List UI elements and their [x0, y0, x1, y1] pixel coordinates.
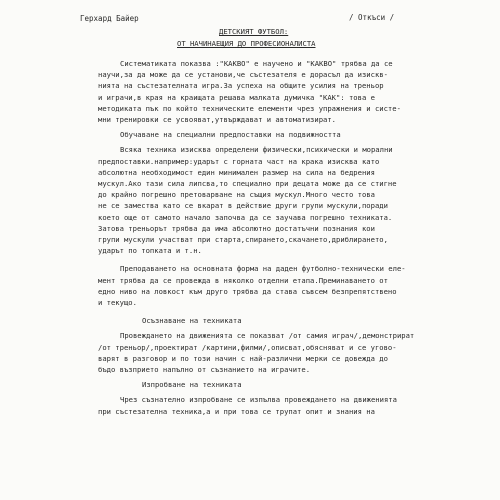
section-heading: Осъзнаване на техниката — [142, 316, 242, 326]
section-heading-2 — [98, 315, 470, 326]
document-title: ДЕТСКИЯТ ФУТБОЛ: — [219, 27, 289, 36]
text-line: едно ниво на ловкост към друго трябва да става съвсем безпрепятствено — [98, 286, 397, 296]
text-line: Систематиката показва :"КАКВО" е научено и "КАКВО" трябва да се — [120, 59, 393, 68]
text-line: нията на състезателната игра.За успеха на общите усилия на треньор — [98, 81, 384, 91]
text-line: /от треньор/,проектират /картини,филми/,описват,обясняват и се угово- — [98, 342, 397, 352]
text-line: до крайно погрешно претоварване на същия мускул.Много често това — [98, 190, 375, 200]
text-line: и играчи,в края на краищата решава малката думичка "КАК": това е — [98, 92, 375, 102]
text-line: групи мускули участват при старта,спирането,скачането,дриблирането, — [98, 235, 388, 245]
text-line: научи,за да може да се установи,че състезателя е дорасъл да изискв- — [98, 70, 388, 80]
paragraph-3 — [98, 263, 470, 308]
excerpt-label: / Откъси / — [349, 13, 395, 22]
text-line: абсолютна необходимост един минимален размер на сила на бедрения — [98, 167, 375, 177]
text-line: Затова треньорът трябва да има абсолютно достатъчни познания кои — [98, 223, 375, 233]
text-line: Преподаването на основната форма на даден футболно-технически еле- — [120, 264, 406, 274]
section-heading-3 — [98, 379, 470, 390]
author-name: Герхард Байер — [80, 14, 139, 23]
text-line: мни тренировки се усвояват,утвърждават и автоматизират. — [98, 115, 336, 125]
section-heading: Изпробване на техниката — [142, 380, 242, 390]
text-line: бъдо възприето напълно от съзнанието на играчите. — [98, 365, 311, 375]
text-line: Провеждането на движенията се показват /от самия играч/,демонстрират — [120, 331, 415, 341]
paragraph-2 — [98, 144, 470, 256]
text-line: което още от самото начало започва да се заучава погрешно техниката. — [98, 212, 393, 222]
text-line: ударът по топката и т.н. — [98, 246, 202, 256]
paragraph-5 — [98, 394, 470, 416]
text-line: варят в разговор и по този начин с най-различни мерки се довежда до — [98, 353, 388, 363]
text-line: мент трябва да се провежда в няколко отделни етапа.Преминаването от — [98, 275, 388, 285]
text-line: предпоставки.например:ударът с горната част на крака изисква като — [98, 156, 380, 166]
document-body — [98, 58, 470, 417]
text-line: мускул.Ако тази сила липсва,то специално при децата може да се стигне — [98, 179, 397, 189]
text-line: Всяка техника изисква определени физически,психически и морални — [120, 145, 393, 155]
paragraph-4 — [98, 330, 470, 375]
text-line: методиката пък по който техническите елементи чрез упражнения и систе- — [98, 103, 401, 113]
text-line: и текущо. — [98, 298, 137, 308]
section-heading: Обучаване на специални предпоставки на подвижността — [120, 130, 341, 140]
text-line: Чрез съзнателно изпробване се изпълва провеждането на движенията — [120, 395, 397, 405]
document-subtitle: ОТ НАЧИНАЕЩИЯ ДО ПРОФЕСИОНАЛИСТА — [177, 39, 316, 48]
text-line: не се замества като се вкарат в действие други групи мускули,поради — [98, 201, 388, 211]
text-line: при състезателна техника,а и при това се трупат опит и знания на — [98, 406, 375, 416]
paragraph-1 — [98, 58, 470, 125]
section-heading-1 — [98, 129, 470, 140]
